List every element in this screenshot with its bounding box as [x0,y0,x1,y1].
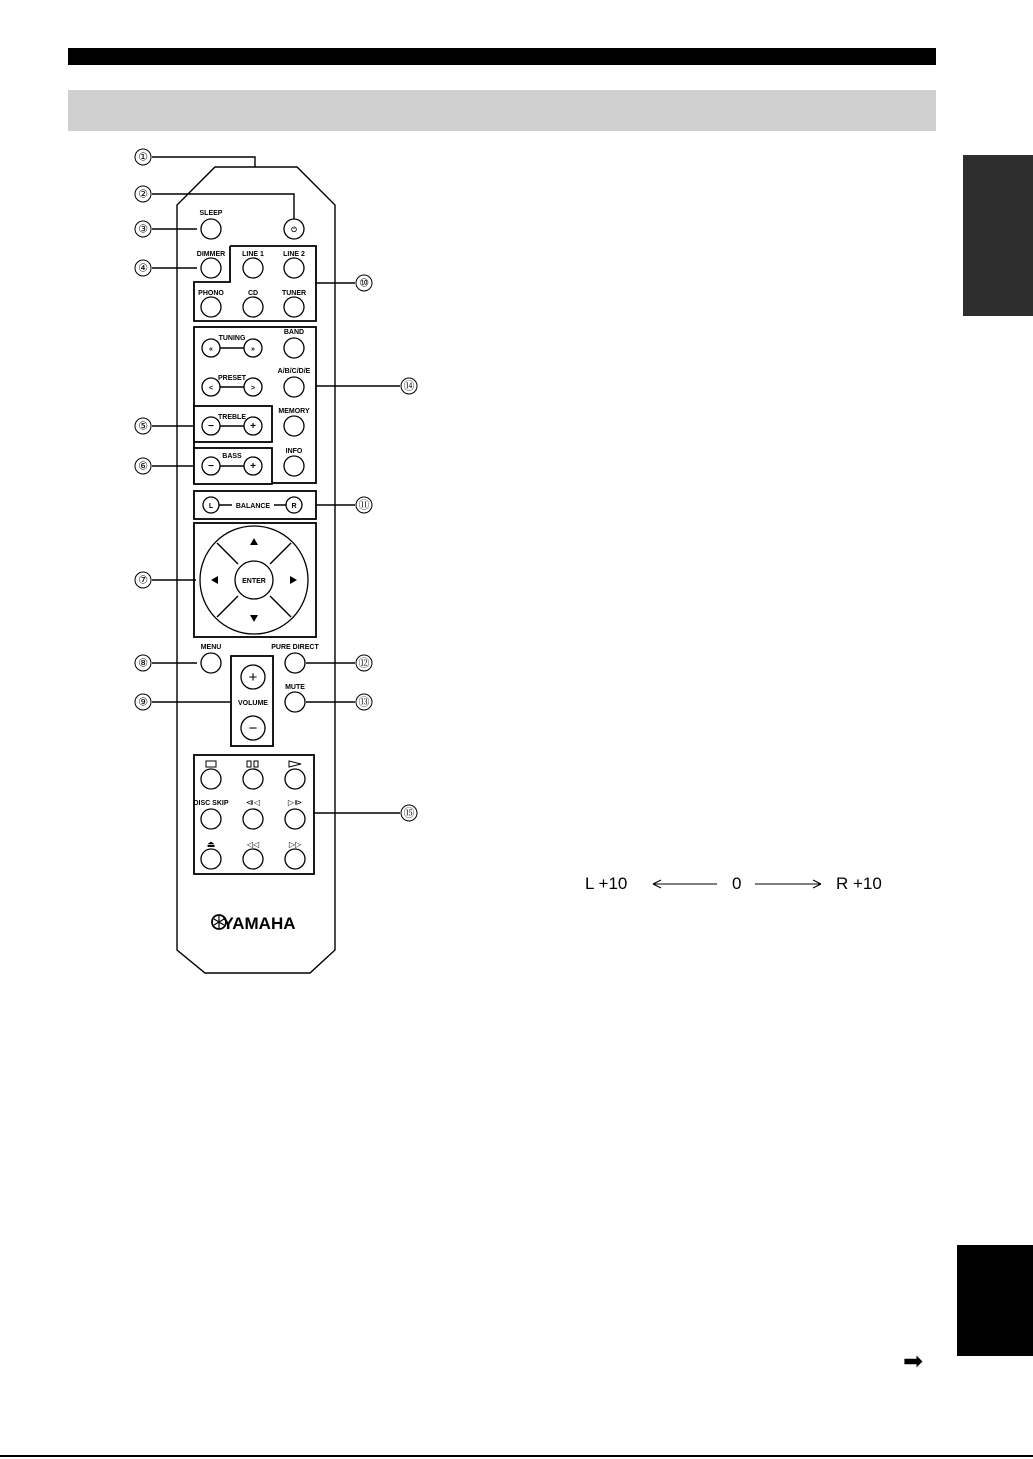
callout-9: ⑨ [138,695,148,709]
balance-l-label: L [208,503,214,510]
dimmer-label: DIMMER [196,251,226,258]
pure-direct-label: PURE DIRECT [271,644,319,651]
stop-button[interactable] [201,769,221,789]
callout-2: ② [138,187,148,201]
callout-1: ① [138,150,148,164]
svg-text:−: − [248,720,258,737]
tuning-label: TUNING [218,335,246,342]
svg-text:+: + [250,421,256,432]
dimmer-button[interactable] [201,258,221,278]
power-button[interactable] [284,219,304,239]
tuner-button[interactable] [284,297,304,317]
callout-15: ⑮ [403,806,415,820]
balance-left-value: L +10 [585,874,628,893]
volume-down-button[interactable] [241,716,265,740]
brand-logo-text: YAMAHA [222,914,296,933]
arrow-right-icon: ➡ [903,1348,924,1375]
chapter-tab [957,1245,1033,1356]
rewind-icon: « [209,346,213,353]
bottom-rule [0,1455,1033,1457]
rewind-button[interactable] [243,849,263,869]
disc-skip-label: DISC SKIP [193,800,229,807]
preset-label: PRESET [217,375,247,382]
balance-center-value: 0 [732,874,742,893]
callout-3: ③ [138,222,148,236]
play-button[interactable] [285,769,305,789]
skip-forward-icon: ▷⧐ [287,798,303,807]
eject-button[interactable] [201,849,221,869]
skip-back-icon: ⧏◁ [245,798,261,807]
tuning-up-button[interactable] [244,339,262,357]
memory-label: MEMORY [278,408,310,415]
cd-button[interactable] [243,297,263,317]
info-label: INFO [285,448,303,455]
callout-8: ⑧ [138,656,148,670]
disc-skip-button[interactable] [201,809,221,829]
line1-button[interactable] [243,258,263,278]
svg-text:−: − [208,461,214,472]
pure-direct-button[interactable] [285,653,305,673]
balance-label: BALANCE [235,503,271,510]
bass-label: BASS [222,453,242,460]
treble-minus-button[interactable] [202,417,220,435]
balance-right-value: R +10 [836,874,882,893]
line1-label: LINE 1 [242,251,264,258]
chevron-right-icon: > [250,385,256,392]
pause-button[interactable] [243,769,263,789]
volume-up-button[interactable] [241,665,265,689]
fast-forward-icon: » [251,346,255,353]
balance-left-button[interactable] [203,497,219,513]
balance-r-label: R [291,503,297,510]
skip-forward-button[interactable] [285,809,305,829]
mute-button[interactable] [285,692,305,712]
fast-forward-icon: ▷▷ [288,840,302,849]
memory-button[interactable] [284,416,304,436]
bass-minus-button[interactable] [202,457,220,475]
line2-label: LINE 2 [283,251,305,258]
enter-label: ENTER [242,578,266,585]
volume-label: VOLUME [238,700,268,707]
info-button[interactable] [284,456,304,476]
phono-label: PHONO [198,290,224,297]
svg-text:−: − [208,421,214,432]
bass-plus-button[interactable] [244,457,262,475]
power-icon: ⏻ [291,227,297,234]
band-button[interactable] [284,338,304,358]
preset-up-button[interactable] [244,378,262,396]
callout-7: ⑦ [138,573,148,587]
band-label: BAND [283,329,305,336]
balance-scale [585,872,895,898]
balance-right-button[interactable] [286,497,302,513]
fast-forward-button[interactable] [285,849,305,869]
sleep-label: SLEEP [199,210,223,217]
phono-button[interactable] [201,297,221,317]
tuning-down-button[interactable] [202,339,220,357]
eject-icon: ⏏ [206,839,216,849]
callout-11: ⑪ [358,498,370,512]
rewind-icon: ◁◁ [246,840,260,849]
menu-label: MENU [200,644,222,651]
skip-back-button[interactable] [243,809,263,829]
sleep-button[interactable] [201,219,221,239]
callout-5: ⑤ [138,419,148,433]
chevron-left-icon: < [208,385,214,392]
svg-text:+: + [250,461,256,472]
tuner-label: TUNER [281,290,307,297]
callout-10: ⑩ [359,276,369,290]
svg-text:+: + [248,669,258,686]
treble-label: TREBLE [218,414,246,421]
callout-13: ⑬ [358,695,370,709]
abcde-label: A/B/C/D/E [277,368,311,375]
callout-6: ⑥ [138,459,148,473]
treble-plus-button[interactable] [244,417,262,435]
cd-label: CD [247,290,259,297]
abcde-button[interactable] [284,377,304,397]
line2-button[interactable] [284,258,304,278]
menu-button[interactable] [201,653,221,673]
mute-label: MUTE [285,684,305,691]
callout-12: ⑫ [358,656,370,670]
callout-4: ④ [138,261,148,275]
preset-down-button[interactable] [202,378,220,396]
callout-14: ⑭ [403,379,415,393]
